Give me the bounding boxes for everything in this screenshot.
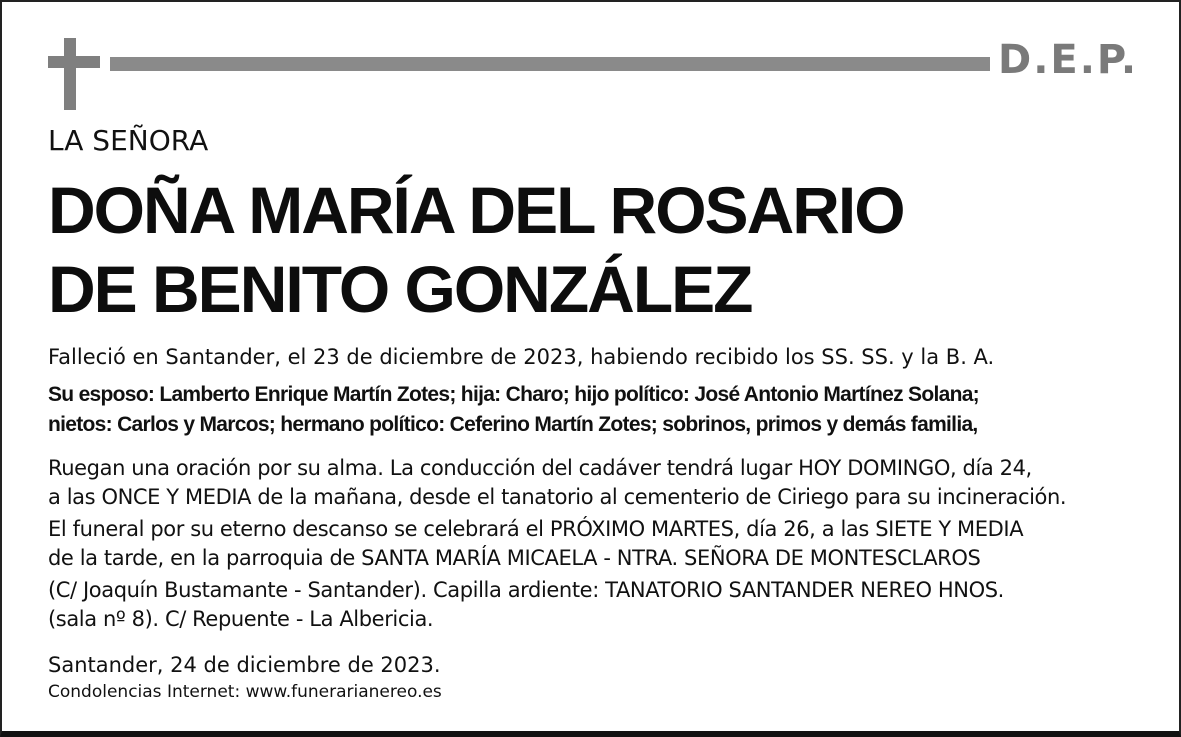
body-line: (C/ Joaquín Bustamante - Santander). Capilla ardiente: TANATORIO SANTANDER NEREO HNOS. bbox=[48, 578, 1004, 602]
cross-icon bbox=[64, 38, 76, 110]
body-line: de la tarde, en la parroquia de SANTA MARÍA MICAELA - NTRA. SEÑORA DE MONTESCLAROS bbox=[48, 546, 981, 570]
header-rule bbox=[110, 57, 990, 71]
title-label: LA SEÑORA bbox=[48, 124, 209, 157]
condolences-link[interactable]: Condolencias Internet: www.funerarianereo.es bbox=[48, 682, 442, 702]
dep-heading: D.E.P. bbox=[998, 37, 1139, 83]
cross-icon-bar bbox=[48, 56, 100, 68]
family-line: nietos: Carlos y Marcos; hermano político: Ceferino Martín Zotes; sobrinos, primos y demás familia, bbox=[48, 413, 978, 436]
body-line: Ruegan una oración por su alma. La conducción del cadáver tendrá lugar HOY DOMINGO, día 24, bbox=[48, 456, 1032, 480]
body-line: a las ONCE Y MEDIA de la mañana, desde el tanatorio al cementerio de Ciriego para su incineración. bbox=[48, 485, 1067, 509]
place-date: Santander, 24 de diciembre de 2023. bbox=[48, 653, 441, 677]
death-announcement: Falleció en Santander, el 23 de diciembre de 2023, habiendo recibido los SS. SS. y la B. A. bbox=[48, 345, 995, 369]
body-line: (sala nº 8). C/ Repuente - La Albericia. bbox=[48, 607, 434, 631]
body-line: El funeral por su eterno descanso se celebrará el PRÓXIMO MARTES, día 26, a las SIETE Y MEDIA bbox=[48, 517, 1024, 541]
deceased-name-line-2: DE BENITO GONZÁLEZ bbox=[48, 252, 752, 326]
family-line: Su esposo: Lamberto Enrique Martín Zotes; hija: Charo; hijo político: José Antonio Martínez Solana; bbox=[48, 383, 979, 406]
deceased-name-line-1: DOÑA MARÍA DEL ROSARIO bbox=[48, 173, 904, 247]
